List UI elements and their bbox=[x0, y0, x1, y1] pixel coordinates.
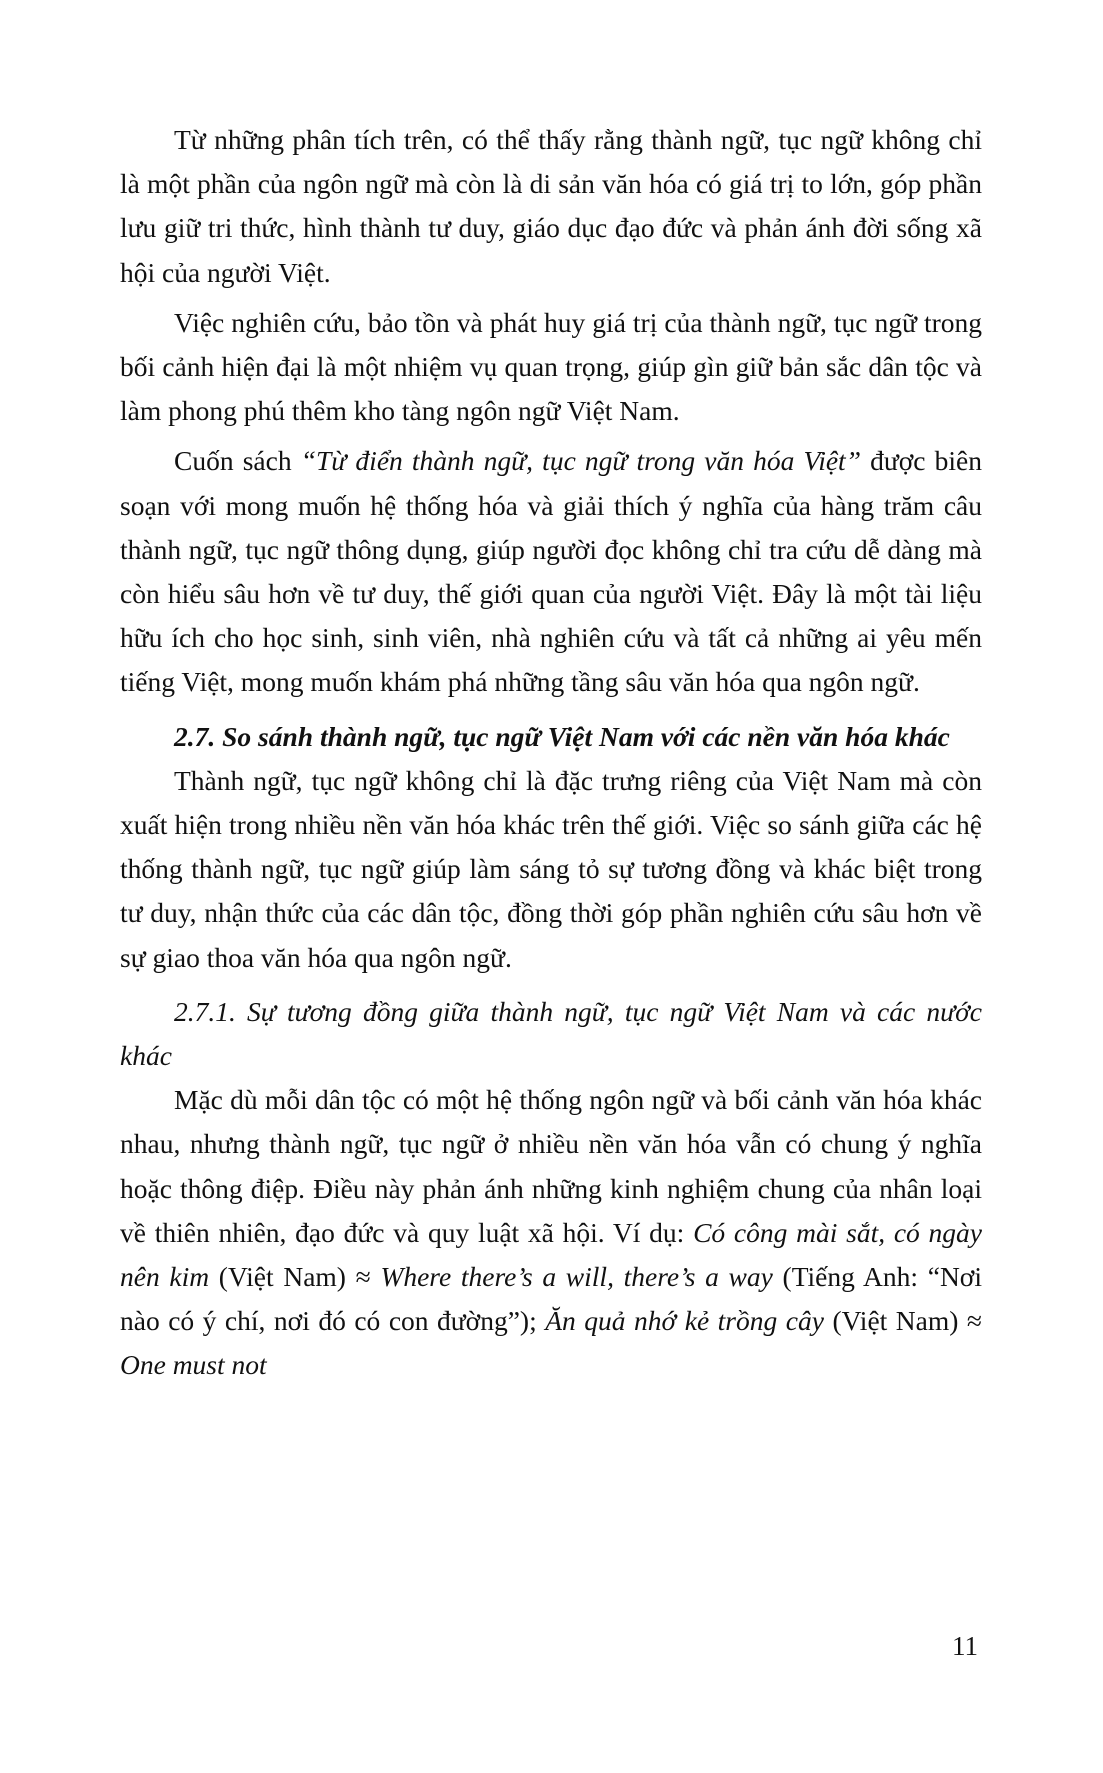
subsection-intro: Mặc dù mỗi dân tộc có một hệ thống ngôn ngữ và bối cảnh văn hóa khác nhau, nhưng thành ngữ, tục ngữ ở nhiều nền văn hóa vẫn có chung ý nghĩa hoặc thông điệp. Điều này phản ánh những kinh nghiệm chung của nhân loại về thiên nhiên, đạo đức và quy luật xã hội. Ví dụ: bbox=[120, 1084, 982, 1248]
book-title: “Từ điển thành ngữ, tục ngữ trong văn hóa Việt” bbox=[300, 445, 861, 477]
paragraph-conclusion: Từ những phân tích trên, có thể thấy rằng thành ngữ, tục ngữ không chỉ là một phần của ngôn ngữ mà còn là di sản văn hóa có giá trị to lớn, góp phần lưu giữ tri thức, hình thành tư duy, giáo dục đạo đức và phản ánh đời sống xã hội của người Việt. bbox=[120, 124, 982, 288]
example-1-translation: (Tiếng Anh: “Nơi nào có ý chí, nơi đó có con đường”); bbox=[120, 1261, 982, 1337]
subsection-heading: 2.7.1. Sự tương đồng giữa thành ngữ, tục ngữ Việt Nam và các nước khác bbox=[120, 995, 982, 1072]
example-2-origin: (Việt Nam) ≈ bbox=[823, 1305, 983, 1337]
section-paragraph: Thành ngữ, tục ngữ không chỉ là đặc trưng riêng của Việt Nam mà còn xuất hiện trong nhiều nền văn hóa khác trên thế giới. Việc so sánh giữa các hệ thống thành ngữ, tục ngữ giúp làm sáng tỏ sự tương đồng và khác biệt trong tư duy, nhận thức của các dân tộc, đồng thời góp phần nghiên cứu sâu hơn về sự giao thoa văn hóa qua ngôn ngữ. bbox=[120, 764, 982, 973]
book-intro-prefix: Cuốn sách bbox=[174, 445, 301, 477]
example-2-vietnamese: Ăn quả nhớ kẻ trồng cây bbox=[545, 1305, 824, 1337]
document-page bbox=[120, 118, 982, 1394]
paragraph-book-intro bbox=[120, 439, 982, 704]
example-1-vietnamese: Có công mài sắt, có ngày nên kim bbox=[120, 1216, 982, 1293]
example-1-english: Where there’s a will, there’s a way bbox=[380, 1261, 773, 1293]
subsection-paragraph bbox=[120, 1078, 982, 1387]
example-1-origin: (Việt Nam) ≈ bbox=[209, 1261, 381, 1293]
example-2-english: One must not bbox=[120, 1349, 267, 1381]
section-heading: 2.7. So sánh thành ngữ, tục ngữ Việt Nam với các nền văn hóa khác bbox=[174, 720, 950, 752]
page-number: 11 bbox=[952, 1631, 978, 1661]
paragraph-preservation: Việc nghiên cứu, bảo tồn và phát huy giá trị của thành ngữ, tục ngữ trong bối cảnh hiện đại là một nhiệm vụ quan trọng, giúp gìn giữ bản sắc dân tộc và làm phong phú thêm kho tàng ngôn ngữ Việt Nam. bbox=[120, 306, 982, 427]
book-intro-rest: được biên soạn với mong muốn hệ thống hóa và giải thích ý nghĩa của hàng trăm câu thành ngữ, tục ngữ thông dụng, giúp người đọc không chỉ tra cứu dễ dàng mà còn hiểu sâu hơn về tư duy, thế giới quan của người Việt. Đây là một tài liệu hữu ích cho học sinh, sinh viên, nhà nghiên cứu và tất cả những ai yêu mến tiếng Việt, mong muốn khám phá những tầng sâu văn hóa qua ngôn ngữ. bbox=[120, 445, 982, 698]
